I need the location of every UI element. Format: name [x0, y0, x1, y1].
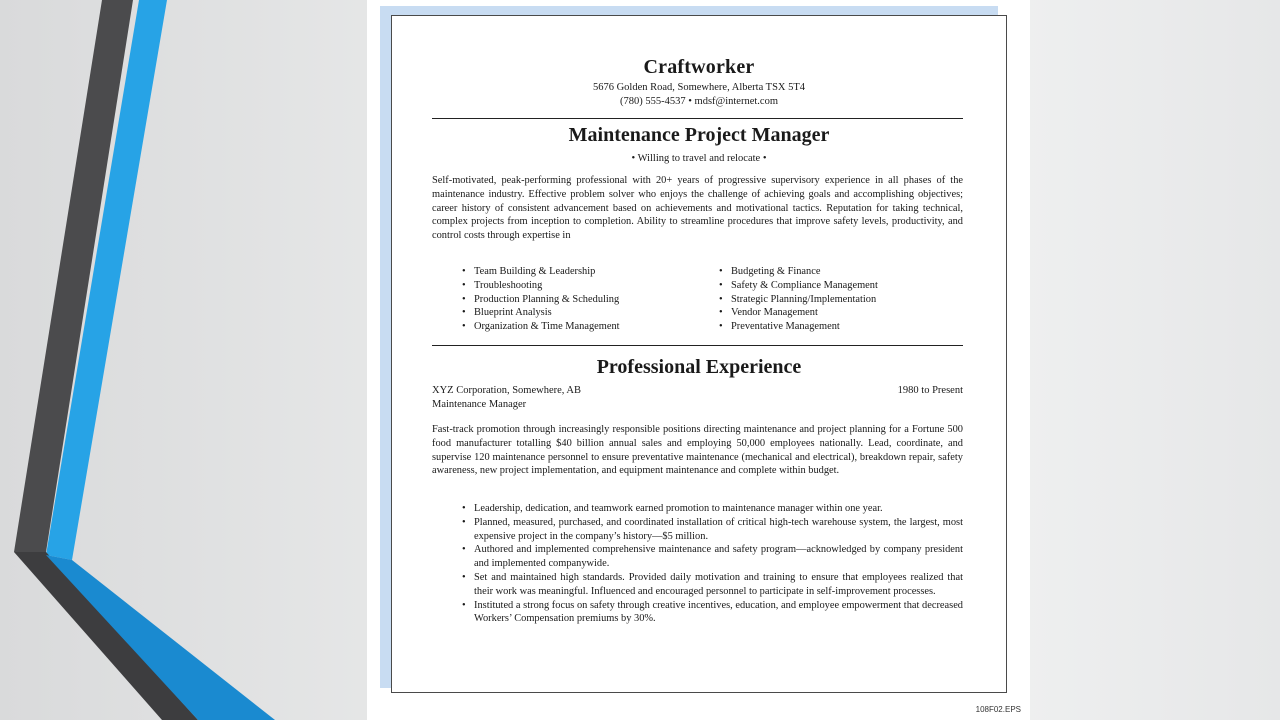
skills-list-left	[460, 265, 620, 334]
achievement-item: • Instituted a strong focus on safety through creative incentives, education, and employee empowerment that decreased Workers’ Compensation premiums by 30%.	[460, 599, 963, 627]
skill-item: • Troubleshooting	[460, 279, 620, 293]
file-label: 108F02.EPS	[975, 705, 1021, 714]
divider-rule	[432, 118, 963, 119]
tagline: • Willing to travel and relocate •	[631, 153, 767, 164]
skills-list-right	[717, 265, 878, 334]
skill-item: • Safety & Compliance Management	[717, 279, 878, 293]
achievement-item: • Authored and implemented comprehensive maintenance and safety program—acknowledged by company president and implemented companywide.	[460, 543, 963, 571]
skill-item: • Production Planning & Scheduling	[460, 293, 620, 307]
skill-item: • Preventative Management	[717, 320, 878, 334]
divider-rule	[432, 345, 963, 346]
achievement-item: • Set and maintained high standards. Provided daily motivation and training to ensure that employees realized that their work was meaningful. Influenced and encouraged personnel to participate in self-improvement processes.	[460, 571, 963, 599]
job-description: Fast-track promotion through increasingly responsible positions directing maintenance and project planning for a Fortune 500 food manufacturer totalling $40 billion annual sales and employing 50,000 employees nationally. Lead, coordinate, and supervise 120 maintenance personnel to ensure preventative maintenance (mechanical and electrical), breakdown repair, safety awareness, new project implementation, and equipment maintenance and complete within budget.	[432, 424, 963, 477]
employer: XYZ Corporation, Somewhere, AB	[432, 385, 582, 396]
dark-stripe-lower	[14, 552, 198, 720]
objective-title: Maintenance Project Manager	[568, 124, 830, 146]
skill-item: • Vendor Management	[717, 306, 878, 320]
experience-title: Professional Experience	[596, 356, 802, 378]
achievement-item: • Planned, measured, purchased, and coordinated installation of critical high-tech warehouse system, the largest, most expensive project in the company’s history—$5 million.	[460, 516, 963, 544]
summary-paragraph: Self-motivated, peak-performing professional with 20+ years of progressive supervisory experience in all phases of the maintenance industry. Effective problem solver who enjoys the challenge of achieving goals and accomplishing objectives; career history of consistent advancement based on achievements and motivational tactics. Reputation for taking technical, complex projects from inception to completion. Ability to streamline procedures that improve safety levels, productivity, and control costs through expertise in	[432, 175, 963, 242]
skill-item: • Strategic Planning/Implementation	[717, 293, 878, 307]
resume-name: Craftworker	[643, 56, 755, 78]
job-header	[432, 384, 963, 398]
job-title: Maintenance Manager	[432, 399, 527, 410]
skill-item: • Blueprint Analysis	[460, 306, 620, 320]
skill-item: • Team Building & Leadership	[460, 265, 620, 279]
resume-contact-line: (780) 555-4537 • mdsf@internet.com	[620, 96, 778, 107]
skill-item: • Organization & Time Management	[460, 320, 620, 334]
achievement-item: • Leadership, dedication, and teamwork earned promotion to maintenance manager within one year.	[460, 502, 963, 516]
achievements-list	[460, 502, 963, 626]
resume-page	[391, 15, 1007, 693]
resume-address: 5676 Golden Road, Somewhere, Alberta TSX 5T4	[592, 82, 806, 93]
resume-image	[367, 0, 1030, 720]
skill-item: • Budgeting & Finance	[717, 265, 878, 279]
job-dates: 1980 to Present	[897, 385, 963, 396]
